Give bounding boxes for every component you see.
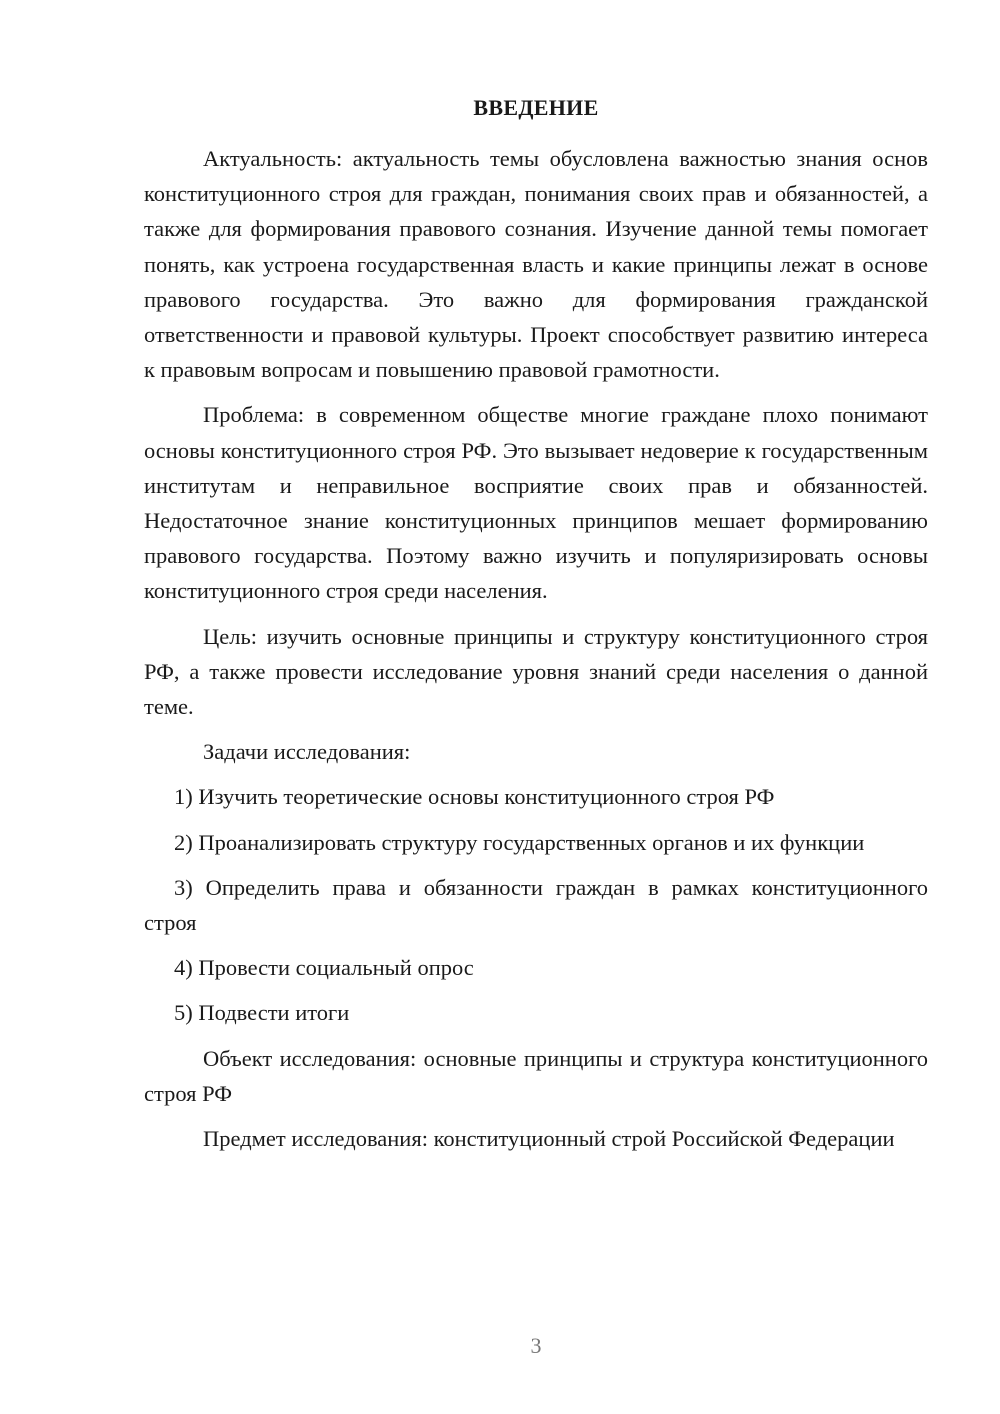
task-item: 4) Провести социальный опрос	[174, 955, 474, 981]
task-item: 3) Определить права и обязанности граждан в рамках конституционного строя	[144, 874, 928, 936]
section-title: ВВЕДЕНИЕ	[473, 95, 599, 120]
document-body	[144, 141, 928, 1166]
task-item: 1) Изучить теоретические основы конституционного строя РФ	[174, 784, 775, 810]
goal-paragraph: Цель: изучить основные принципы и структуру конституционного строя РФ, а также провести исследование уровня знаний среди населения о данной теме.	[144, 623, 928, 720]
task-item: 5) Подвести итоги	[174, 1000, 350, 1026]
research-subject-paragraph: Предмет исследования: конституционный строй Российской Федерации	[203, 1126, 895, 1152]
page-number: 3	[530, 1333, 542, 1358]
problem-paragraph: Проблема: в современном обществе многие граждане плохо понимают основы конституционного строя РФ. Это вызывает недоверие к государственным институтам и неправильное восприятие своих прав и обязанностей. Недостаточное знание конституционных принципов мешает формированию правового государства. Поэтому важно изучить и популяризировать основы конституционного строя среди населения.	[144, 402, 928, 604]
research-object-paragraph: Объект исследования: основные принципы и структура конституционного строя РФ	[144, 1045, 928, 1106]
task-item: 2) Проанализировать структуру государственных органов и их функции	[174, 829, 865, 855]
relevance-paragraph: Актуальность: актуальность темы обусловлена важностью знания основ конституционного строя для граждан, понимания своих прав и обязанностей, а также для формирования правового сознания. Изучение данной темы помогает понять, как устроена государственная власть и какие принципы лежат в основе правового государства. Это важно для формирования гражданской ответственности и правовой культуры. Проект способствует развитию интереса к правовым вопросам и повышению правовой грамотности.	[144, 146, 928, 383]
tasks-heading: Задачи исследования:	[203, 739, 411, 765]
